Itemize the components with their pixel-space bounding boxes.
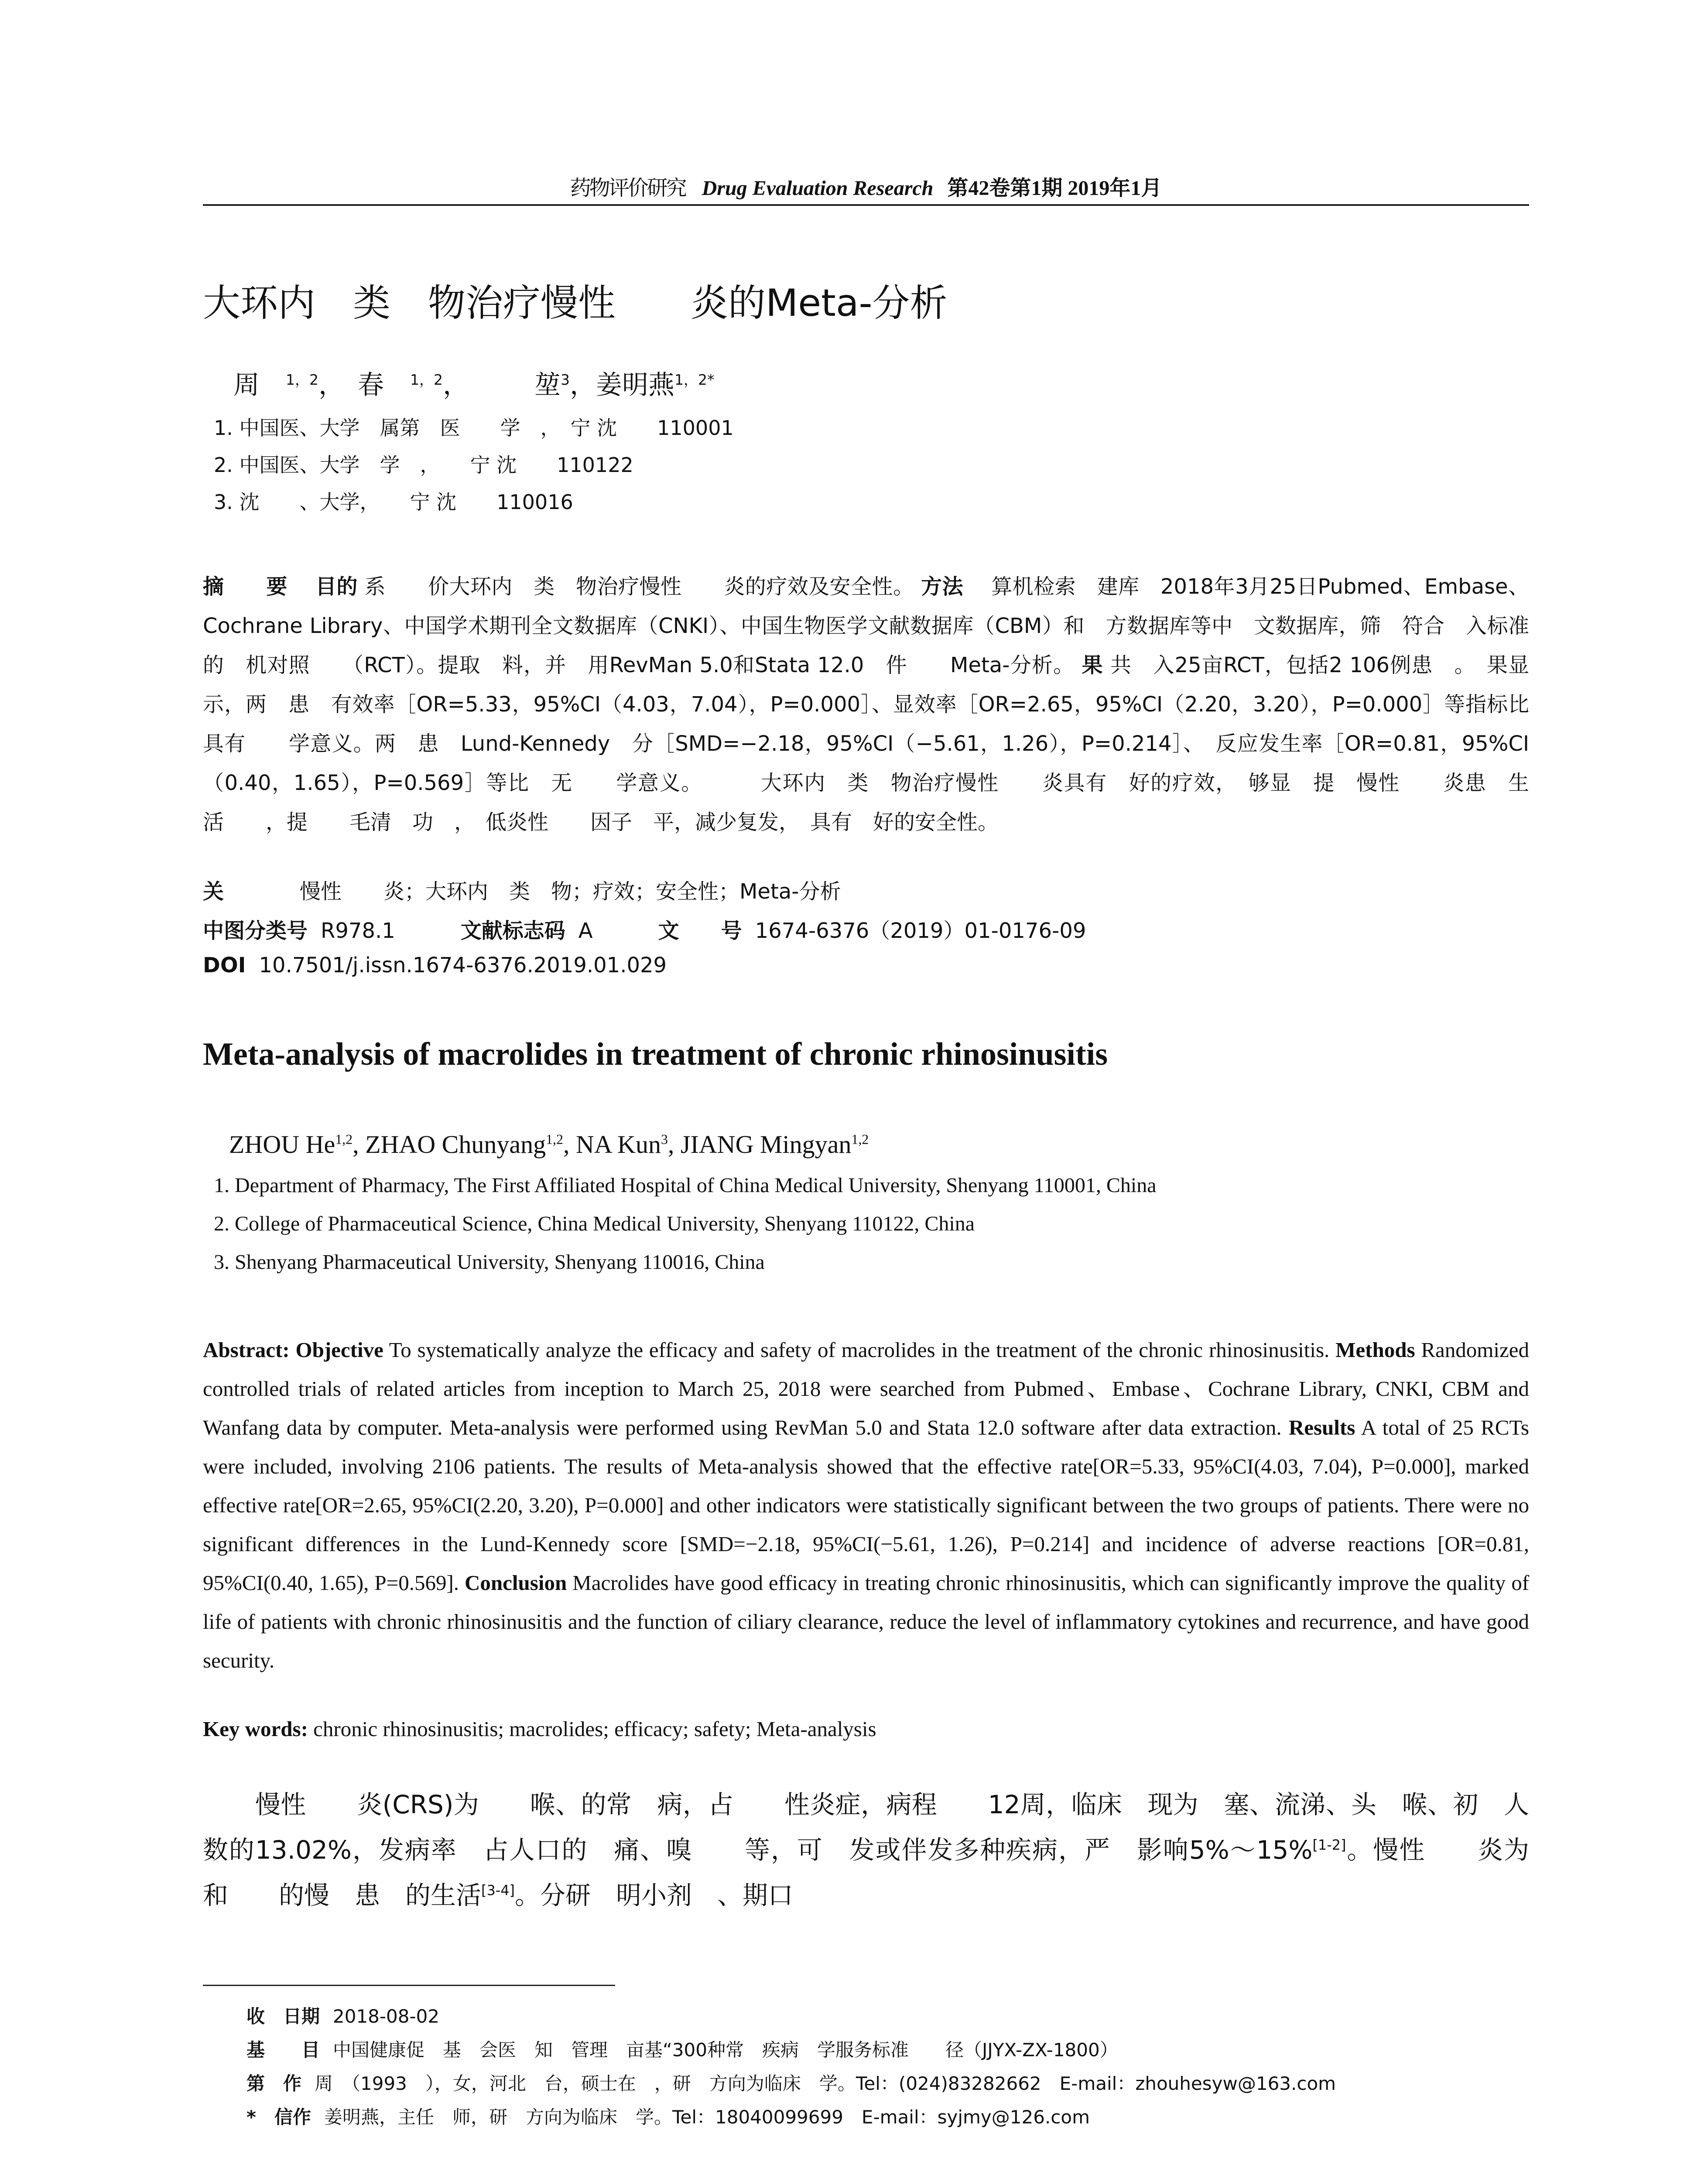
footnote-first-author [246, 2069, 1336, 2096]
en-keywords [203, 1716, 876, 1741]
header-rule [203, 204, 1529, 206]
en-results: A total of 25 RCTs were included, involving 2106 patients. The results of Meta-analysis showed that the effective rate[OR=5.33, 95%CI(4.03, 7.04), P=0.000], marked effective rate[OR=2.65, 95%CI(2.20, 3.20), P=0.000] and other indicators were statistically significant between the two groups of patients. There were no significant differences in the Lund-Kennedy score [SMD=−2.18, 95%CI(−5.61, 1.26), P=0.214] and incidence of adverse reactions [OR=0.81, 95%CI(0.40, 1.65), P=0.569]. [203, 1415, 1529, 1595]
en-abstract-label: Abstract: [203, 1338, 290, 1362]
en-objective: To systematically analyze the efficacy and safety of macrolides in the treatment of the chronic rhinosinusitis. [389, 1338, 1330, 1362]
en-author-sup: 1,2 [546, 1132, 563, 1147]
en-author-sup: 3 [661, 1132, 668, 1147]
en-author-sup: 1,2 [335, 1132, 353, 1147]
journal-name: Drug Evaluation Research [702, 177, 934, 200]
article-value: 1674-6376（2019）01-0176-09 [755, 919, 1086, 943]
footnote-text: 姜明燕，主任 师，研 方向为临床 学。Tel：18040099699 E-mail：syjmy@126.com [324, 2106, 1090, 2128]
cn-author-sup: 3 [561, 371, 570, 388]
cn-results-label: 果 [1082, 653, 1103, 677]
cn-abstract [203, 567, 1551, 842]
cn-abstract-label: 摘 要 [203, 574, 288, 599]
cn-authors [233, 364, 715, 402]
cn-title: 大环内 类 物治疗慢性 炎的Meta-分析 [203, 281, 948, 325]
cn-classification [203, 914, 1086, 944]
doi-value: 10.7501/j.issn.1674-6376.2019.01.029 [259, 953, 667, 978]
en-author: , NA Kun [563, 1130, 661, 1159]
code-label: 文献标志码 [460, 919, 565, 943]
running-header [203, 171, 1529, 201]
cn-methods-label: 方法 [921, 574, 964, 599]
doi-label: DOI [203, 953, 246, 978]
en-keywords-label: Key words: [203, 1717, 308, 1741]
body-text-part: 。慢性 炎为 和 的慢 患 的生活 [203, 1835, 1580, 1910]
footnote-text: 周 （1993 ），女，河北 台，硕士在 ，研 方向为临床 学。Tel：(024)83282662 E-mail：zhouhesyw@163.com [315, 2073, 1336, 2094]
en-author-sup: 1,2 [851, 1132, 869, 1147]
cn-affiliation-1: 1. 中国医、大学 属第 医 学 ， 宁 沈 110001 [214, 416, 734, 440]
en-affiliation-1: 1. Department of Pharmacy, The First Affiliated Hospital of China Medical University, Shenyang 110001, China [214, 1174, 1157, 1197]
body-text-part: 慢性 炎(CRS)为 喉、的常 病，占 性炎症，病程 12周，临床 现为 塞、流涕、头 喉、初 人数的13.02%，发病率 占人口的 痛、嗅 等，可 发或伴发多种疾病，严 影响5%～15% [203, 1790, 1529, 1865]
en-methods-label: Methods [1335, 1338, 1415, 1362]
footnote-received [246, 2002, 439, 2028]
cn-author: ， 春 [318, 370, 410, 400]
cn-author: ， 堃 [443, 370, 561, 400]
body-paragraph [203, 1782, 1580, 1918]
en-author: ZHOU He [229, 1130, 335, 1159]
en-keywords-text: chronic rhinosinusitis; macrolides; efficacy; safety; Meta-analysis [313, 1717, 876, 1741]
footnote-label: * 信作 [246, 2106, 311, 2128]
cn-author-sup: 1，2 [410, 371, 443, 388]
en-author: , JIANG Mingyan [667, 1130, 852, 1159]
en-conclusion-label: Conclusion [465, 1571, 567, 1595]
footnote-text: 中国健康促 基 会医 知 管理 亩基“300种常 疾病 学服务标准 径（JJYX-ZX-1800） [333, 2039, 1118, 2061]
en-abstract [203, 1330, 1529, 1680]
en-affiliation-3: 3. Shenyang Pharmaceutical University, Shenyang 110016, China [214, 1251, 765, 1274]
footnote-label: 第 作 [246, 2073, 302, 2094]
doi-line [203, 953, 667, 978]
cn-author: 周 [233, 370, 286, 400]
citation: [3-4] [481, 1882, 515, 1899]
citation: [1-2] [1312, 1836, 1346, 1853]
footnote-label: 收 日期 [246, 2006, 320, 2027]
cn-objective-label: 目的 [315, 574, 358, 599]
en-affiliation-2: 2. College of Pharmaceutical Science, China Medical University, Shenyang 110122, China [214, 1212, 975, 1235]
cn-conclusion-label [710, 771, 732, 795]
en-results-label: Results [1288, 1415, 1355, 1439]
footnote-funding [246, 2036, 1118, 2062]
cn-affiliation-2: 2. 中国医、大学 学 ， 宁 沈 110122 [214, 453, 633, 477]
footnote-text: 2018-08-02 [333, 2006, 440, 2027]
en-author: , ZHAO Chunyang [353, 1130, 546, 1159]
article-label: 文 号 [658, 919, 742, 943]
code-value: A [578, 919, 593, 943]
en-title: Meta-analysis of macrolides in treatment of chronic rhinosinusitis [203, 1036, 1108, 1072]
en-authors [229, 1130, 869, 1159]
cn-conclusion: 大环内 类 物治疗慢性 炎具有 好的疗效， 够显 提 慢性 炎患 生活 ，提 毛清 功 ， 低炎性 因子 平，减少复发， 具有 好的安全性。 [203, 771, 1529, 834]
en-conclusion: Macrolides have good efficacy in treating chronic rhinosinusitis, which can significantly improve the quality of life of patients with chronic rhinosinusitis and the function of ciliary clearance, reduce the level of inflammatory cytokines and recurrence, and have good security. [203, 1571, 1530, 1672]
cn-keywords-label: 关 [203, 879, 287, 904]
cn-affiliation-3: 3. 沈 、大学， 宁 沈 110016 [214, 490, 573, 514]
class-value: R978.1 [321, 919, 395, 943]
footnote-label: 基 目 [246, 2039, 320, 2061]
cn-keywords-text: 慢性 炎；大环内 类 物；疗效；安全性；Meta-分析 [300, 879, 841, 904]
issue-info: 第42卷第1期 2019年1月 [947, 177, 1162, 200]
cn-author: ，姜明燕 [570, 370, 674, 400]
footnote-corresponding [246, 2103, 1090, 2129]
footnote-rule [203, 1985, 615, 1986]
cn-objective: 系 价大环内 类 物治疗慢性 炎的疗效及安全性。 [364, 574, 914, 599]
en-methods: Randomized controlled trials of related articles from inception to March 25, 2018 were searched from Pubmed、Embase、Cochrane Library, CNKI, CBM and Wanfang data by computer. Meta-analysis were performed using RevMan 5.0 and Stata 12.0 software after data extraction. [203, 1338, 1530, 1439]
body-text-part: 。分研 明小剂 、期口 [515, 1880, 794, 1910]
en-objective-label: Objective [295, 1338, 383, 1362]
cn-author-sup: 1，2* [674, 371, 715, 388]
cn-results: 共 入25亩RCT，包括2 106例患 。 果显示，两 患 有效率［OR=5.33，95%CI（4.03，7.04），P=0.000］、显效率［OR=2.65，95%CI（2.20，3.20），P=0.000］等指标比 具有 学意义。两 患 Lund-Kennedy 分［SMD=−2.18，95%CI（−5.61，1.26），P=0.214］、 反应发生率［OR=0.81，95%CI（0.40，1.65），P=0.569］等比 无 学意义。 [203, 653, 1551, 795]
class-label: 中图分类号 [203, 919, 308, 943]
journal-logo: 药物评价研究 [570, 176, 685, 200]
cn-author-sup: 1，2 [286, 371, 318, 388]
cn-keywords [203, 875, 841, 905]
cn-methods: 算机检索 建库 2018年3月25日Pubmed、Embase、Cochrane Library、中国学术期刊全文数据库（CNKI）、中国生物医学文献数据库（CBM）和 方数据库等中 文数据库，筛 符合 入标准的 机对照 （RCT）。提取 料，并 用RevMan 5.0和Stata 12.0 件 Meta-分析。 [203, 574, 1529, 677]
